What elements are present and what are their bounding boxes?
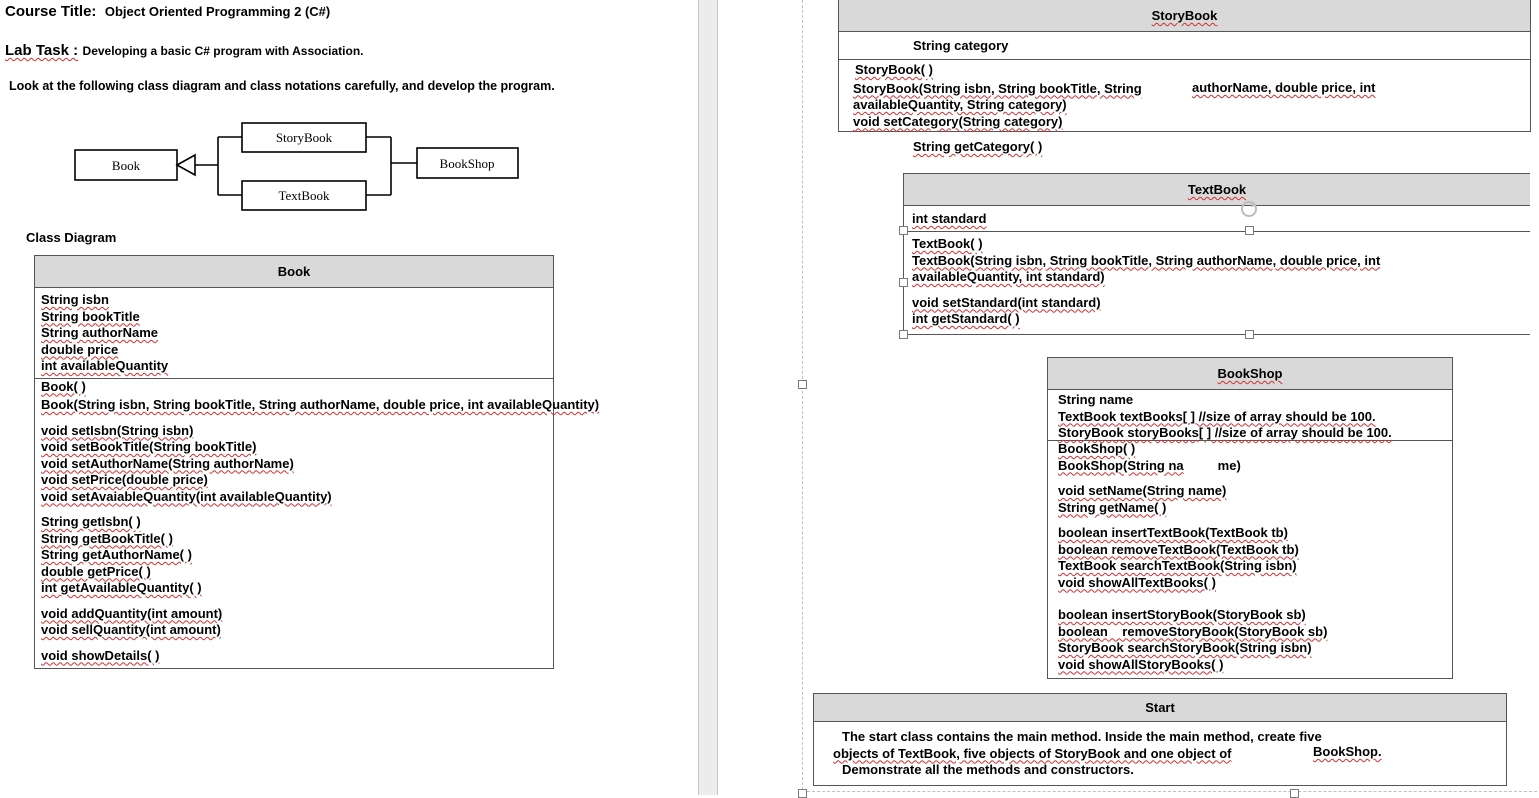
- rotate-handle-icon[interactable]: [1239, 199, 1259, 219]
- lab-task: Lab Task : Developing a basic C# program with Association.: [5, 42, 364, 59]
- diagram-bookshop-label: BookShop: [439, 156, 495, 171]
- course-title: Course Title: Object Oriented Programming 2 (C#): [5, 3, 331, 20]
- resize-handle-bottom[interactable]: [1245, 330, 1254, 339]
- textbook-methods: TextBook( ) TextBook(String isbn, String bookTitle, String authorName, double price, int availableQuantity, int standard) void setStandard(int standard) int getStandard( ): [912, 236, 1381, 326]
- resize-handle-left[interactable]: [899, 278, 908, 287]
- instruction-text: Look at the following class diagram and class notations carefully, and develop the program.: [9, 79, 555, 93]
- bookshop-methods: BookShop( ) BookShop(String na me) void setName(String name) String getName( ) boolean insertTextBook(TextBook tb) boolean removeTextBook(TextBook tb) TextBook searchTextBook(String isbn) void showAllTextBooks( ) boolean insertStoryBook(StoryBook sb) boolean removeStoryBook(StoryBook sb) StoryBook searchStoryBook(String isbn) void showAllStoryBooks( ): [1058, 441, 1328, 672]
- diagram-textbook-label: TextBook: [278, 188, 330, 203]
- storybook-fields: String category: [839, 32, 1530, 60]
- resize-handle-bottom-left[interactable]: [899, 330, 908, 339]
- bookshop-fields: String name TextBook textBooks[ ] //size of array should be 100. StoryBook storyBooks[ ] //size of array should be 100.: [1048, 390, 1452, 441]
- book-methods: Book( ) Book(String isbn, String bookTitle, String authorName, double price, int availableQuantity) void setIsbn(String isbn) void setBookTitle(String bookTitle) void setAuthorName(String authorName) void setPrice(double price) void setAvaiableQuantity(int availableQuantity) String getIsbn( ) String getBookTitle( ) String getAuthorName( ) double getPrice( ) int getAvailableQuantity( ) void addQuantity(int amount) void sellQuantity(int amount) void showDetails( ): [41, 378, 600, 663]
- start-class-table: [813, 693, 1507, 786]
- bookshop-class-table: [1047, 357, 1453, 679]
- resize-handle-start-left[interactable]: [798, 789, 807, 798]
- inheritance-arrow: [177, 155, 195, 175]
- page-gutter: [698, 0, 718, 795]
- resize-handle-top[interactable]: [1245, 226, 1254, 235]
- textbook-fields: int standard: [904, 206, 1530, 232]
- book-class-title: Book: [35, 256, 553, 288]
- resize-handle-start-bottom[interactable]: [1290, 789, 1299, 798]
- start-class-title: Start: [814, 694, 1506, 722]
- diagram-caption: Class Diagram: [26, 230, 117, 245]
- page-margin-guide: [802, 0, 803, 795]
- start-description: The start class contains the main method. Inside the main method, create five objects of TextBook, five objects of StoryBook and one object of Demonstrate all the methods and constructors. BookShop.: [833, 729, 1382, 777]
- storybook-getter: String getCategory( ): [913, 139, 1043, 154]
- book-class-table: [34, 255, 600, 669]
- textbook-class-table[interactable]: [903, 173, 1530, 335]
- diagram-storybook-label: StoryBook: [275, 130, 333, 145]
- anchor-handle[interactable]: [798, 380, 807, 389]
- resize-handle-top-left[interactable]: [899, 226, 908, 235]
- class-diagram: [70, 118, 530, 218]
- storybook-class-table: [838, 0, 1531, 132]
- diagram-book-label: Book: [111, 158, 141, 173]
- textbook-class-title: TextBook: [1187, 182, 1247, 197]
- storybook-class-title: StoryBook: [1151, 8, 1218, 23]
- bookshop-class-title: BookShop: [1217, 366, 1283, 381]
- storybook-methods: StoryBook( ) StoryBook(String isbn, String bookTitle, String availableQuantity, String category) void setCategory(String category) authorName, double price, int: [853, 62, 1376, 129]
- page-bottom-guide: [802, 791, 1537, 792]
- book-fields: String isbn String bookTitle String authorName double price int availableQuantity: [35, 288, 553, 379]
